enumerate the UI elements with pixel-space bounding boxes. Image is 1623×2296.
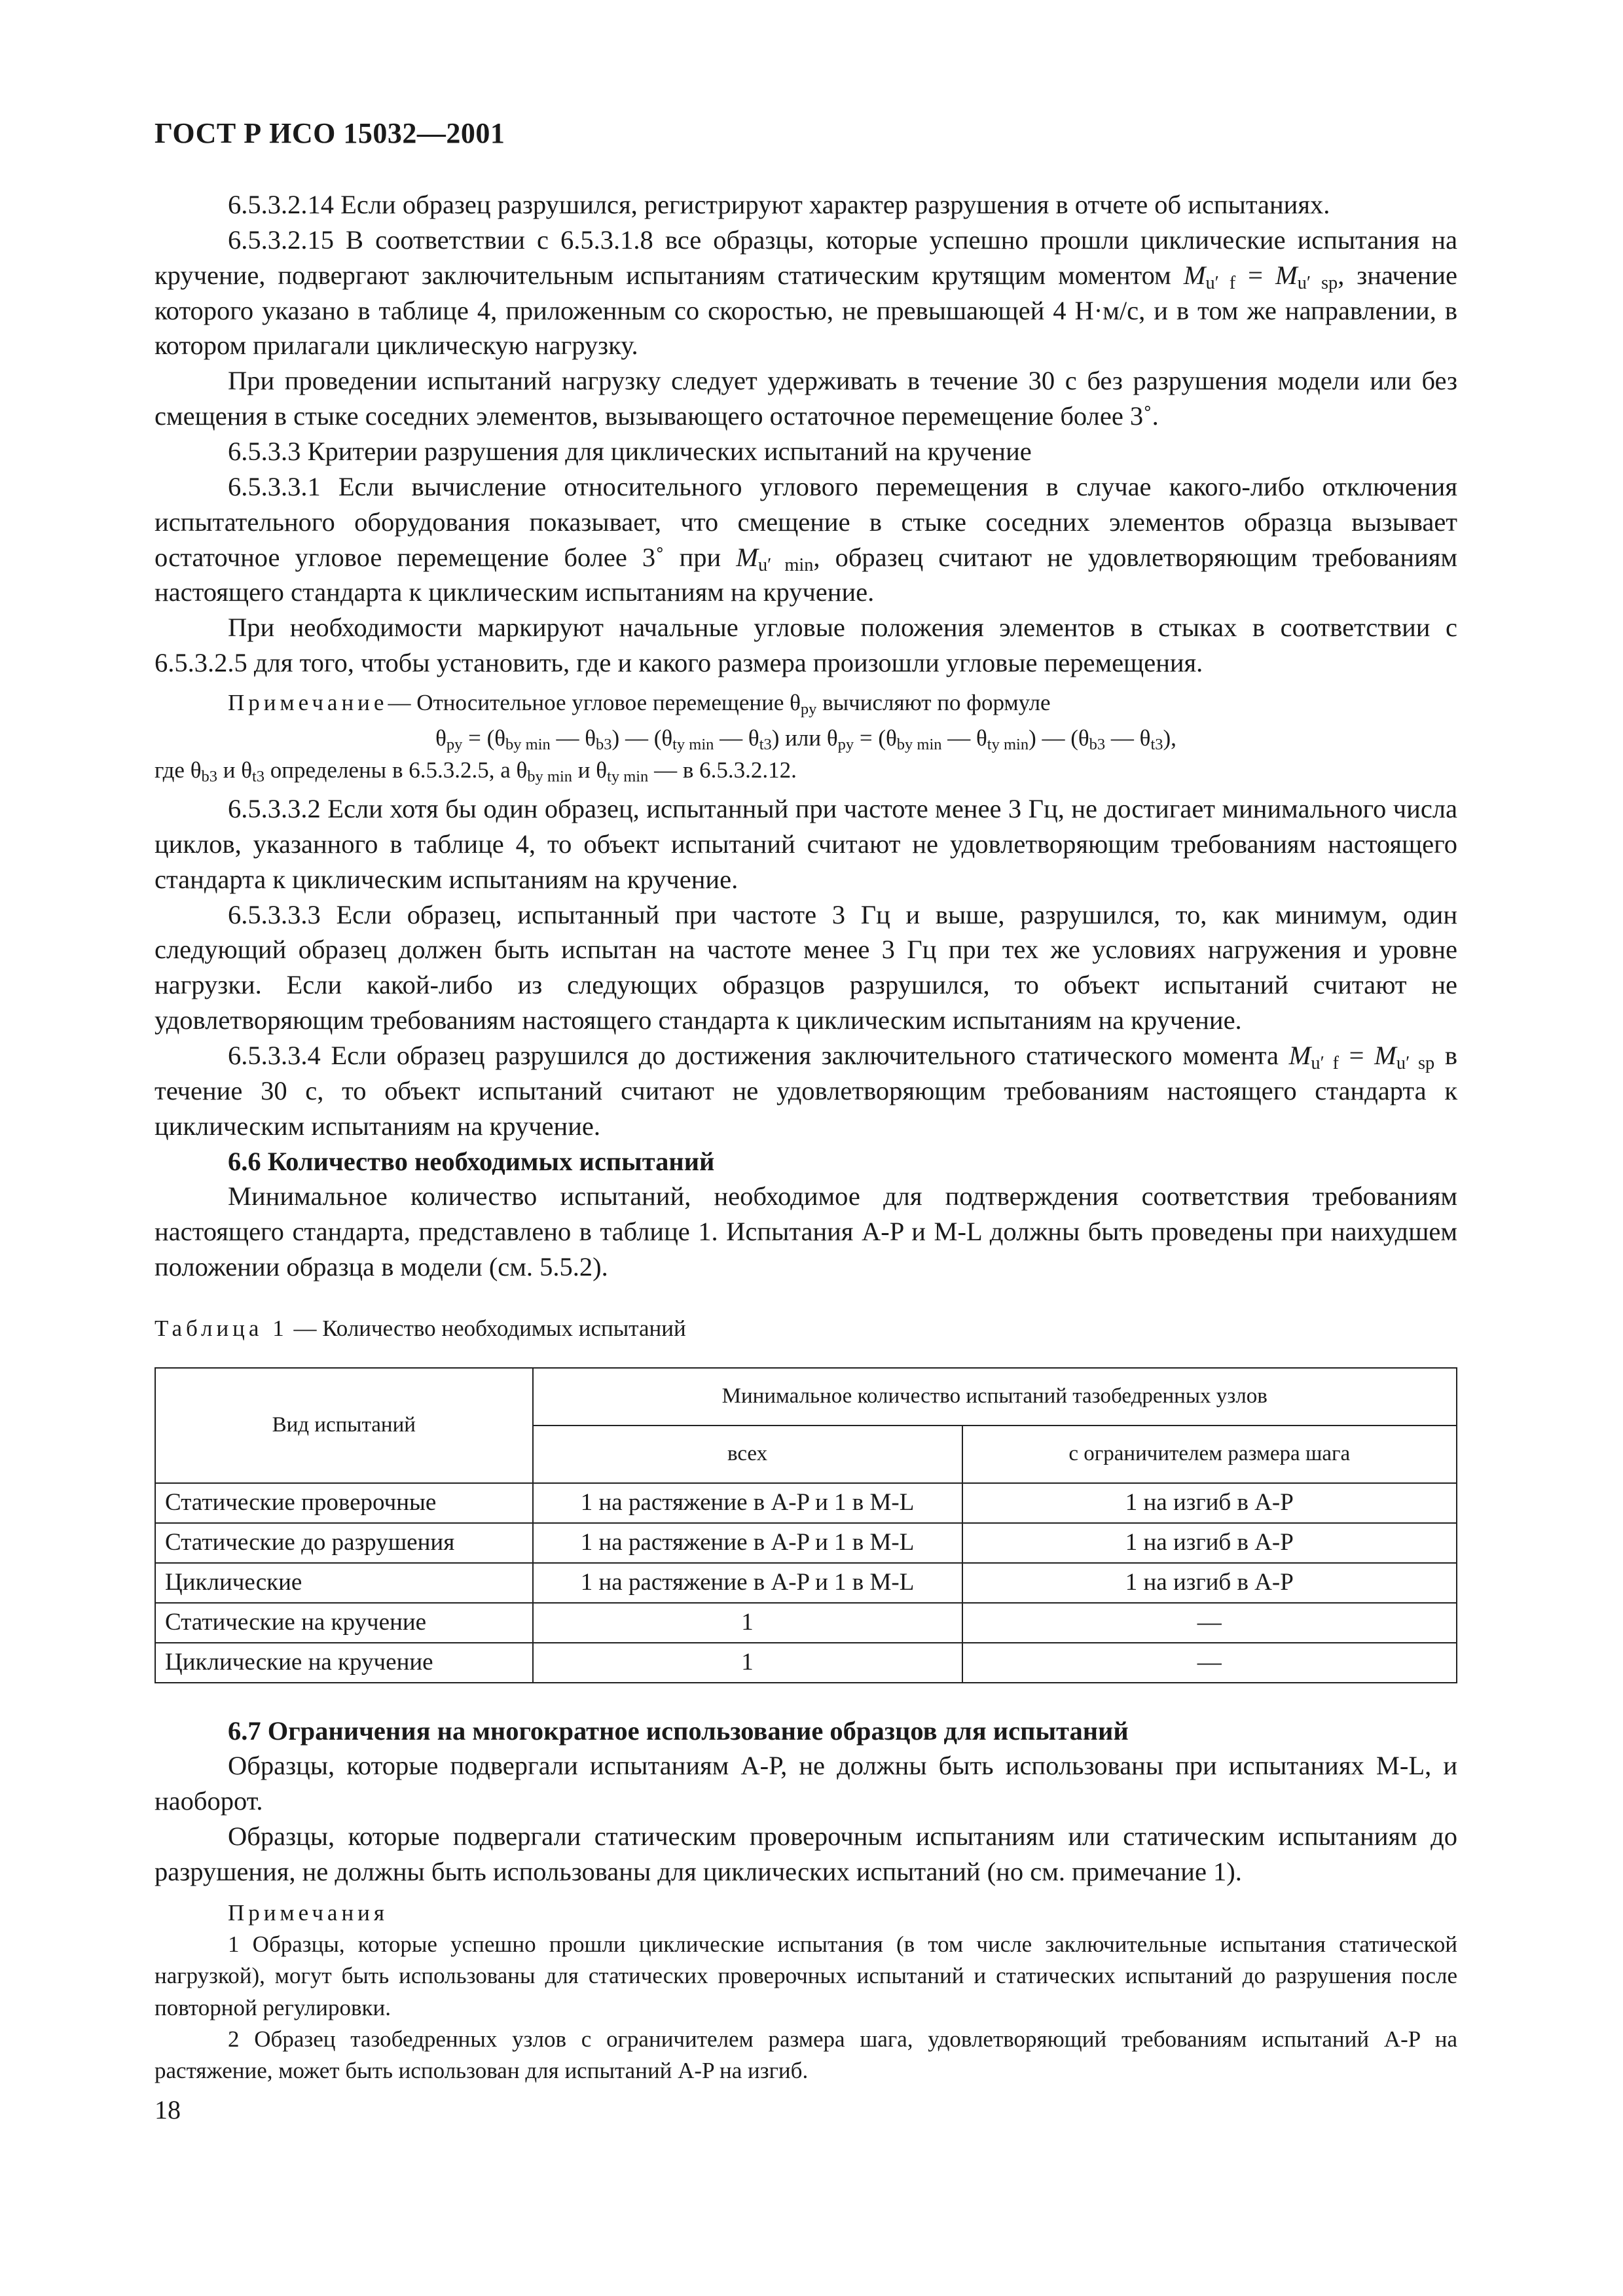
table-cell: 1 [533, 1643, 962, 1683]
table-caption: Таблица 1 — Количество необходимых испытаний [155, 1315, 686, 1341]
table-cell: Статические до разрушения [155, 1523, 533, 1563]
tests-table [155, 1367, 1457, 1683]
paragraph-6-5-3-3-4: 6.5.3.3.4 Если образец разрушился до достижения заключительного статического момента $M_{u' f} = M_{u' sp}$ в течение 30 с, то объект испытаний считают не удовлетворяющим требованиям настоящего стандарта к циклическим испытаниям на кручение. [155, 1040, 1457, 1141]
paragraph-6-5-3-3-2: 6.5.3.3.2 Если хотя бы один образец, испытанный при частоте менее 3 Гц, не достигает минимального числа циклов, указанного в таблице 4, то объект испытаний считают не удовлетворяющим требованиям настоящего стандарта к циклическим испытаниям на кручение. [155, 793, 1457, 894]
table-cell: Циклические на кручение [155, 1643, 533, 1683]
paragraph-marking: При необходимости маркируют начальные угловые положения элементов в стыках в соответствии с 6.5.3.2.5 для того, чтобы установить, где и какого размера произошли угловые перемещения. [155, 613, 1457, 678]
table-cell: 1 на изгиб в A-P [962, 1563, 1457, 1603]
table-row [155, 1483, 1457, 1523]
table-cell: Статические на кручение [155, 1603, 533, 1643]
document-body [155, 187, 1457, 2087]
section-6-7-title: 6.7 Ограничения на многократное использование образцов для испытаний [228, 1715, 1129, 1746]
page-number: 18 [155, 2095, 181, 2125]
paragraph-6-7-a: Образцы, которые подвергали испытаниям A-P, не должны быть использованы при испытаниях M-L, и наоборот. [155, 1751, 1457, 1816]
paragraph-6-5-3-2-15: 6.5.3.2.15 В соответствии с 6.5.3.1.8 все образцы, которые успешно прошли циклические испытания на кручение, подвергают заключительным испытаниям статическим крутящим моментом $M_{u' f} = M_{u' sp}$, значение которого указано в таблице 4, приложенным со скоростью, не превышающей 4 Н·м/с, и в том же направлении, в котором прилагали циклическую нагрузку. [155, 224, 1458, 361]
table-cell: 1 на изгиб в A-P [962, 1523, 1457, 1563]
paragraph-6-7-b: Образцы, которые подвергали статическим проверочным испытаниям или статическим испытаниям до разрушения, не должны быть использованы для циклических испытаний (но см. примечание 1). [155, 1821, 1457, 1886]
table-cell: — [962, 1603, 1457, 1643]
notes-label: Примечания [228, 1899, 389, 1926]
table-cell: Циклические [155, 1563, 533, 1603]
formula: $\theta_{py} = (\theta_{by min}$ — $\theta_{b3}$) — ($\theta_{ty min}$ — $\theta_{t3}$) или $\theta_{py} = (\theta_{by min}$ — $\theta_{ty min}$) — ($\theta_{b3}$ — $\theta_{t3}$), [435, 725, 1176, 754]
table-cell: 1 на растяжение в A-P и 1 в M-L [533, 1523, 962, 1563]
paragraph-6-5-3-3-3: 6.5.3.3.3 Если образец, испытанный при частоте 3 Гц и выше, разрушился, то, как минимум, один следующий образец должен быть испытан на частоте менее 3 Гц при тех же условиях нагружения и уровне нагрузки. Если какой-либо из следующих образцов разрушился, то объект испытаний считают не удовлетворяющим требованиям настоящего стандарта к циклическим испытаниям на кручение. [155, 899, 1457, 1035]
paragraph-6-5-3-3-1: 6.5.3.3.1 Если вычисление относительного углового перемещения в случае какого-либо отключения испытательного оборудования показывает, что смещение в стыке соседних элементов образца вызывает остаточное угловое перемещение более 3˚ при $M_{u' min}$, образец считают не удовлетворяющим требованиям настоящего стандарта к циклическим испытаниям на кручение. [155, 471, 1458, 607]
table-row [155, 1603, 1457, 1643]
table-cell: 1 на изгиб в A-P [962, 1483, 1457, 1523]
paragraph-hold-load: При проведении испытаний нагрузку следует удерживать в течение 30 с без разрушения модели или без смещения в стыке соседних элементов, вызывающего остаточное перемещение более 3˚. [155, 366, 1457, 431]
note-formula-intro: Примечание— Относительное угловое перемещение $\theta_{py}$ вычисляют по формуле [228, 690, 1051, 719]
table-cell: 1 на растяжение в A-P и 1 в M-L [533, 1483, 962, 1523]
note-2: 2 Образец тазобедренных узлов с ограничителем размера шага, удовлетворяющий требованиям испытаний A-P на растяжение, может быть использован для испытаний A-P на изгиб. [155, 2026, 1457, 2084]
table-header-step: с ограничителем размера шага [962, 1426, 1457, 1483]
paragraph-6-6: Минимальное количество испытаний, необходимое для подтверждения соответствия требованиям настоящего стандарта, представлено в таблице 1. Испытания A-P и M-L должны быть проведены при наихудшем положении образца в модели (см. 5.5.2). [155, 1181, 1457, 1282]
table-row [155, 1523, 1457, 1563]
paragraph-6-5-3-3: 6.5.3.3 Критерии разрушения для циклических испытаний на кручение [228, 437, 1032, 467]
table-header-all: всех [533, 1426, 962, 1483]
paragraph-6-5-3-2-14: 6.5.3.2.14 Если образец разрушился, регистрируют характер разрушения в отчете об испытаниях. [228, 190, 1330, 219]
table-cell: Статические проверочные [155, 1483, 533, 1523]
section-6-6-title: 6.6 Количество необходимых испытаний [228, 1146, 715, 1176]
table-cell: — [962, 1643, 1457, 1683]
table-row [155, 1643, 1457, 1683]
table-header-type: Вид испытаний [155, 1368, 533, 1483]
table-row [155, 1563, 1457, 1603]
table-header-min: Минимальное количество испытаний тазобедренных узлов [533, 1368, 1457, 1426]
document-header: ГОСТ Р ИСО 15032—2001 [155, 117, 505, 149]
table-cell: 1 на растяжение в A-P и 1 в M-L [533, 1563, 962, 1603]
table-cell: 1 [533, 1603, 962, 1643]
note-1: 1 Образцы, которые успешно прошли циклические испытания (в том числе заключительные испытания статической нагрузкой), могут быть использованы для статических проверочных испытаний и статических испытаний до разрушения после повторной регулировки. [155, 1931, 1457, 2020]
formula-where: где $\theta_{b3}$ и $\theta_{t3}$ определены в 6.5.3.2.5, а $\theta_{by min}$ и $\theta_{ty min}$ — в 6.5.3.2.12. [155, 757, 797, 785]
